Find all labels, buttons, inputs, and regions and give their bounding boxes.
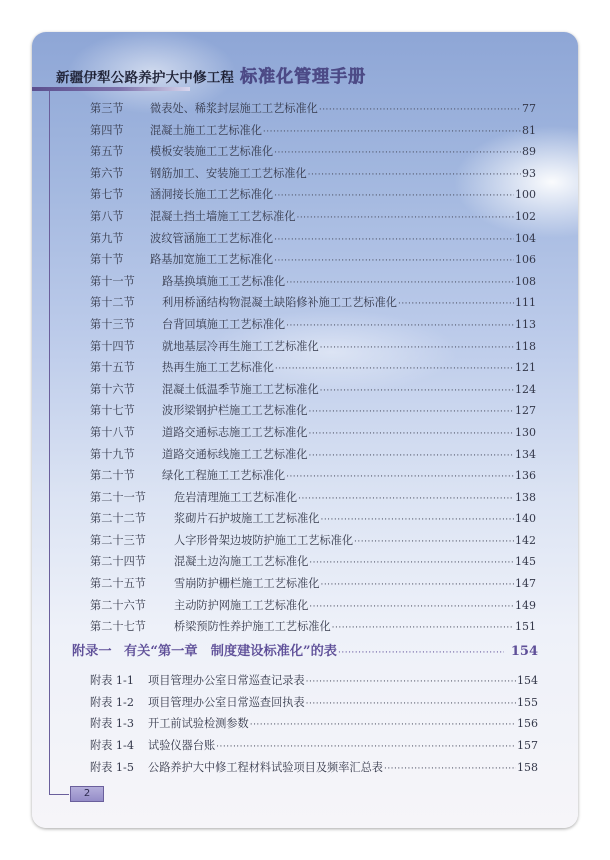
toc-entry[interactable] — [90, 122, 536, 144]
dot-leader — [250, 720, 516, 730]
appendix-label: 附录一 — [72, 644, 112, 659]
toc-entry-label: 第十二节 — [90, 296, 135, 310]
toc-entry[interactable] — [90, 100, 536, 122]
toc-entry[interactable] — [90, 316, 536, 338]
toc-entry[interactable] — [90, 532, 536, 554]
toc-entry-label: 第二十五节 — [90, 577, 146, 591]
appendix-table-list — [90, 672, 538, 780]
toc-entry[interactable] — [90, 381, 536, 403]
toc-entry[interactable] — [90, 273, 536, 295]
toc-entry-title: 主动防护网施工工艺标准化 — [174, 598, 309, 612]
toc-entry[interactable] — [90, 294, 536, 316]
dot-leader — [286, 321, 514, 331]
toc-entry[interactable] — [90, 597, 536, 619]
toc-entry-title: 浆砌片石护坡施工工艺标准化 — [174, 512, 320, 526]
appendix-table-label: 附表 1-5 — [90, 760, 134, 774]
header-divider — [32, 87, 190, 91]
toc-entry-label: 第十节 — [90, 253, 124, 267]
dot-leader — [286, 472, 514, 482]
dot-leader — [332, 623, 514, 633]
appendix-title: 有关“第一章 制度建设标准化”的表 — [124, 644, 337, 659]
toc-entry-label: 第十八节 — [90, 425, 135, 439]
toc-entry-page: 118 — [515, 339, 536, 353]
toc-entry-label: 第十六节 — [90, 382, 135, 396]
dot-leader — [308, 451, 514, 461]
toc-entry-label: 第九节 — [90, 231, 124, 245]
appendix-table-title: 试验仪器台账 — [148, 739, 216, 753]
toc-entry-title: 路基加宽施工工艺标准化 — [150, 253, 274, 267]
toc-entry[interactable] — [90, 251, 536, 273]
toc-entry-label: 第十三节 — [90, 317, 135, 331]
toc-entry[interactable] — [90, 359, 536, 381]
toc-entry-label: 第二十七节 — [90, 620, 146, 634]
toc-entry-page: 93 — [522, 166, 536, 180]
dot-leader — [398, 299, 514, 309]
toc-entry-title: 利用桥涵结构物混凝土缺陷修补施工工艺标准化 — [162, 296, 397, 310]
running-header — [56, 62, 366, 87]
appendix-table-page: 157 — [517, 739, 538, 753]
appendix-table-entry[interactable] — [90, 672, 538, 694]
appendix-table-page: 156 — [517, 717, 538, 731]
toc-entry-label: 第二十二节 — [90, 512, 146, 526]
appendix-table-entry[interactable] — [90, 737, 538, 759]
dot-leader — [274, 148, 521, 158]
dot-leader — [320, 343, 514, 353]
toc-entry-page: 113 — [515, 317, 536, 331]
toc-entry[interactable] — [90, 489, 536, 511]
appendix-table-title: 项目管理办公室日常巡查记录表 — [148, 674, 305, 687]
dot-leader — [384, 764, 516, 774]
toc-entry-label: 第十五节 — [90, 361, 135, 375]
toc-entry-label: 第三节 — [90, 102, 124, 115]
toc-entry[interactable] — [90, 553, 536, 575]
dot-leader — [319, 105, 521, 115]
toc-entry-page: 140 — [515, 512, 536, 526]
dot-leader — [298, 494, 514, 504]
header-title-main: 新疆伊犁公路养护大中修工程 — [56, 70, 235, 86]
dot-leader — [274, 235, 514, 245]
header-title-accent: 标准化管理手册 — [240, 67, 367, 87]
toc-entry[interactable] — [90, 575, 536, 597]
toc-entry-title: 模板安装施工工艺标准化 — [150, 145, 274, 159]
appendix-table-page: 154 — [517, 674, 538, 687]
toc-entry[interactable] — [90, 402, 536, 424]
dot-leader — [320, 580, 514, 590]
toc-entry-page: 108 — [515, 274, 536, 288]
toc-entry-label: 第十四节 — [90, 339, 135, 353]
toc-entry-title: 道路交通标线施工工艺标准化 — [162, 447, 308, 461]
toc-entry[interactable] — [90, 446, 536, 468]
toc-entry-title: 雪崩防护栅栏施工工艺标准化 — [174, 577, 320, 591]
dot-leader — [338, 648, 504, 658]
dot-leader — [275, 364, 514, 374]
appendix-table-title: 开工前试验检测参数 — [148, 717, 249, 731]
toc-entry-title: 混凝土边沟施工工艺标准化 — [174, 555, 309, 569]
toc-section-list — [90, 100, 536, 640]
appendix-table-page: 155 — [517, 695, 538, 709]
toc-entry-page: 127 — [515, 404, 536, 418]
toc-entry-title: 道路交通标志施工工艺标准化 — [162, 425, 308, 439]
dot-leader — [263, 127, 521, 137]
toc-entry-page: 149 — [515, 598, 536, 612]
toc-entry-label: 第五节 — [90, 145, 124, 159]
toc-entry-title: 涵洞接长施工工艺标准化 — [150, 188, 274, 202]
toc-entry-title: 热再生施工工艺标准化 — [162, 361, 274, 375]
toc-entry-title: 混凝土施工工艺标准化 — [150, 123, 262, 137]
toc-entry-page: 77 — [522, 102, 536, 115]
dot-leader — [308, 407, 514, 417]
toc-entry-title: 微表处、稀浆封层施工工艺标准化 — [150, 102, 318, 115]
toc-entry[interactable] — [90, 143, 536, 165]
toc-entry-page: 89 — [522, 145, 536, 159]
toc-entry-page: 106 — [515, 253, 536, 267]
toc-entry[interactable] — [90, 618, 536, 640]
appendix-table-entry[interactable] — [90, 694, 538, 716]
toc-entry[interactable] — [90, 338, 536, 360]
toc-entry-page: 104 — [515, 231, 536, 245]
appendix-table-title: 项目管理办公室日常巡查回执表 — [148, 695, 305, 709]
toc-entry[interactable] — [90, 165, 536, 187]
toc-entry-page: 134 — [515, 447, 536, 461]
page-number-badge: 2 — [70, 786, 104, 802]
appendix-page: 154 — [510, 644, 538, 659]
toc-entry-label: 第二十三节 — [90, 533, 146, 547]
toc-entry-page: 138 — [515, 490, 536, 504]
appendix-table-page: 158 — [517, 760, 538, 774]
toc-entry-page: 136 — [515, 469, 536, 483]
toc-entry-label: 第二十四节 — [90, 555, 146, 569]
appendix-table-label: 附表 1-2 — [90, 695, 134, 709]
toc-entry-title: 台背回填施工工艺标准化 — [162, 317, 286, 331]
toc-entry-label: 第二十一节 — [90, 490, 146, 504]
dot-leader — [296, 213, 514, 223]
toc-entry[interactable] — [90, 186, 536, 208]
toc-entry-label: 第八节 — [90, 209, 124, 223]
toc-entry-page: 121 — [515, 361, 536, 375]
dot-leader — [306, 699, 516, 709]
appendix-table-label: 附表 1-3 — [90, 717, 134, 731]
side-rule-vertical — [49, 91, 50, 794]
toc-entry[interactable] — [90, 467, 536, 489]
toc-entry-title: 混凝土挡土墙施工工艺标准化 — [150, 209, 296, 223]
dot-leader — [320, 515, 514, 525]
appendix-table-entry[interactable] — [90, 759, 538, 781]
dot-leader — [309, 558, 514, 568]
appendix-table-label: 附表 1-4 — [90, 739, 134, 753]
toc-entry-title: 人字形骨架边坡防护施工工艺标准化 — [174, 533, 354, 547]
toc-entry[interactable] — [90, 208, 536, 230]
toc-entry-page: 111 — [515, 296, 536, 310]
toc-entry-title: 波形梁钢护栏施工工艺标准化 — [162, 404, 308, 418]
page-card — [32, 32, 578, 828]
side-rule-horizontal — [49, 794, 69, 795]
toc-entry-title: 路基换填施工工艺标准化 — [162, 274, 286, 288]
toc-entry-title: 桥梁预防性养护施工工艺标准化 — [174, 620, 331, 634]
toc-entry-label: 第二十节 — [90, 469, 135, 483]
toc-entry-page: 147 — [515, 577, 536, 591]
toc-entry-title: 钢筋加工、安装施工工艺标准化 — [150, 166, 307, 180]
dot-leader — [308, 170, 521, 180]
toc-entry[interactable] — [90, 510, 536, 532]
toc-entry-label: 第六节 — [90, 166, 124, 180]
appendix-table-title: 公路养护大中修工程材料试验项目及频率汇总表 — [148, 760, 383, 774]
toc-entry-title: 波纹管涵施工工艺标准化 — [150, 231, 274, 245]
toc-entry-page: 142 — [515, 533, 536, 547]
toc-entry-page: 81 — [522, 123, 536, 137]
dot-leader — [274, 256, 514, 266]
toc-entry-label: 第十一节 — [90, 274, 135, 288]
toc-entry[interactable] — [90, 230, 536, 252]
toc-entry-page: 130 — [515, 425, 536, 439]
toc-entry-label: 第十七节 — [90, 404, 135, 418]
dot-leader — [216, 742, 516, 752]
toc-entry-label: 第二十六节 — [90, 598, 146, 612]
dot-leader — [309, 602, 514, 612]
toc-entry-title: 绿化工程施工工艺标准化 — [162, 469, 286, 483]
toc-entry-label: 第十九节 — [90, 447, 135, 461]
toc-entry-label: 第七节 — [90, 188, 124, 202]
toc-appendix-heading[interactable] — [72, 640, 538, 659]
toc-entry-page: 102 — [515, 209, 536, 223]
dot-leader — [308, 429, 514, 439]
dot-leader — [354, 537, 514, 547]
toc-entry-page: 100 — [515, 188, 536, 202]
dot-leader — [320, 386, 514, 396]
toc-entry-page: 151 — [515, 620, 536, 634]
appendix-table-entry[interactable] — [90, 715, 538, 737]
dot-leader — [286, 278, 514, 288]
appendix-table-label: 附表 1-1 — [90, 674, 134, 687]
toc-entry-title: 就地基层冷再生施工工艺标准化 — [162, 339, 319, 353]
dot-leader — [274, 191, 514, 201]
toc-entry[interactable] — [90, 424, 536, 446]
toc-entry-page: 124 — [515, 382, 536, 396]
dot-leader — [306, 677, 516, 687]
toc-entry-page: 145 — [515, 555, 536, 569]
toc-entry-title: 混凝土低温季节施工工艺标准化 — [162, 382, 319, 396]
toc-entry-label: 第四节 — [90, 123, 124, 137]
toc-entry-title: 危岩清理施工工艺标准化 — [174, 490, 298, 504]
